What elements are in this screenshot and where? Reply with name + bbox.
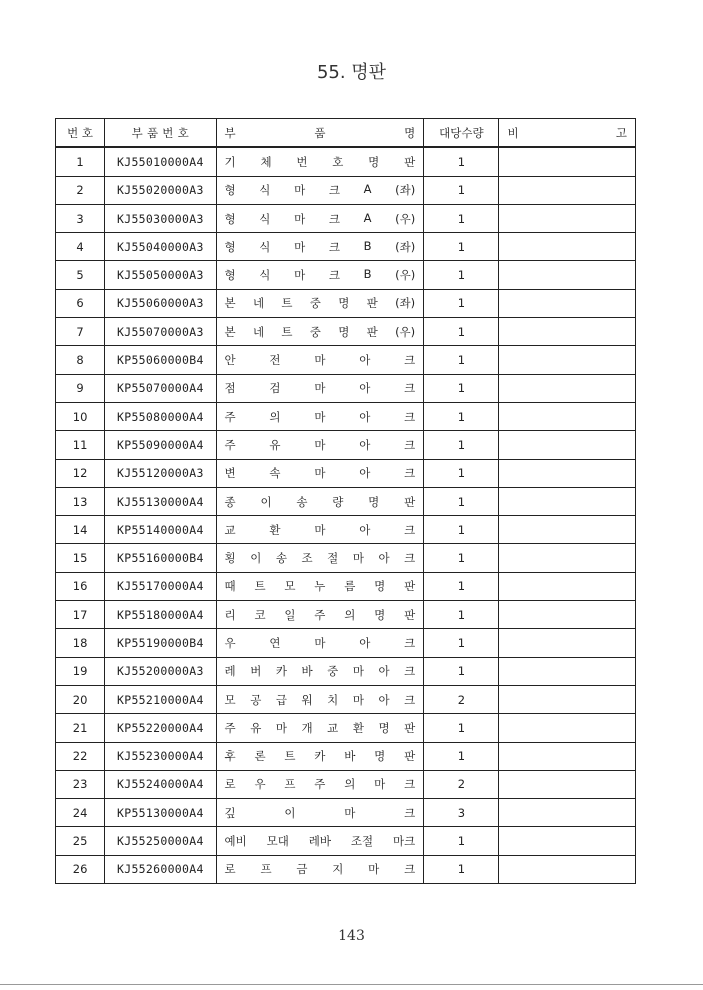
row-number: 13: [56, 487, 105, 515]
remark: [499, 516, 636, 544]
remark: [499, 770, 636, 798]
page-title: 55. 명판: [316, 62, 387, 83]
row-number: 26: [56, 855, 105, 883]
part-name-text: 레 버 카 바 중 마 아 크: [224, 664, 416, 679]
remark: [499, 742, 636, 770]
part-name-text: 모 공 급 워 치 마 아 크: [224, 692, 416, 707]
remark: [499, 402, 636, 430]
remark: [499, 685, 636, 713]
bottom-divider: [0, 984, 703, 985]
part-name-text: 후 론 트 카 바 명 판: [224, 749, 416, 764]
part-name-text: 우 연 마 아 크: [224, 635, 416, 650]
row-number: 8: [56, 346, 105, 374]
table-row: [56, 374, 636, 402]
part-number: KP55210000A4: [105, 685, 216, 713]
quantity: 1: [424, 233, 499, 261]
part-number: KP55180000A4: [105, 601, 216, 629]
row-number: 16: [56, 572, 105, 600]
part-name: [216, 261, 424, 289]
table-row: [56, 544, 636, 572]
quantity: 1: [424, 374, 499, 402]
table-row: [56, 572, 636, 600]
part-number: KJ55020000A3: [105, 176, 216, 204]
table-row: [56, 318, 636, 346]
row-number: 11: [56, 431, 105, 459]
remark: [499, 714, 636, 742]
part-name-text: 로 프 금 지 마 크: [224, 862, 416, 877]
part-name: [216, 233, 424, 261]
remark: [499, 346, 636, 374]
table-row: [56, 147, 636, 176]
remark: [499, 827, 636, 855]
part-number: KJ55200000A3: [105, 657, 216, 685]
part-number: KP55090000A4: [105, 431, 216, 459]
part-name: [216, 516, 424, 544]
part-name-text: 로 우 프 주 의 마 크: [224, 777, 416, 792]
part-name: [216, 431, 424, 459]
remark: [499, 318, 636, 346]
part-number: KJ55120000A3: [105, 459, 216, 487]
part-name: [216, 374, 424, 402]
part-name-text: 횡 이 송 조 절 마 아 크: [224, 551, 416, 566]
row-number: 9: [56, 374, 105, 402]
part-name-text: 주 유 마 개 교 환 명 판: [224, 720, 416, 735]
quantity: 1: [424, 657, 499, 685]
part-number: KJ55040000A3: [105, 233, 216, 261]
quantity: 1: [424, 601, 499, 629]
row-number: 5: [56, 261, 105, 289]
part-name-text: 때 트 모 누 름 명 판: [224, 579, 416, 594]
quantity: 2: [424, 770, 499, 798]
header-part-no: 부 품 번 호: [105, 119, 216, 148]
remark: [499, 799, 636, 827]
page-number: 143: [338, 928, 365, 944]
table-row: [56, 855, 636, 883]
quantity: 1: [424, 855, 499, 883]
part-number: KJ55260000A4: [105, 855, 216, 883]
remark: [499, 374, 636, 402]
part-number: KP55140000A4: [105, 516, 216, 544]
table-row: [56, 629, 636, 657]
header-remark-left: 비: [507, 125, 519, 140]
part-number: KP55060000B4: [105, 346, 216, 374]
quantity: 1: [424, 516, 499, 544]
quantity: 1: [424, 204, 499, 232]
part-name-text: 형 식 마 크 B (좌): [224, 238, 416, 254]
part-name: [216, 402, 424, 430]
row-number: 19: [56, 657, 105, 685]
table-row: [56, 516, 636, 544]
quantity: 3: [424, 799, 499, 827]
table-row: [56, 487, 636, 515]
part-name-text: 리 코 일 주 의 명 판: [224, 607, 416, 622]
part-name: [216, 459, 424, 487]
row-number: 17: [56, 601, 105, 629]
part-name: [216, 544, 424, 572]
row-number: 1: [56, 147, 105, 176]
remark: [499, 572, 636, 600]
remark: [499, 487, 636, 515]
header-part-name-mid: 품: [314, 125, 326, 140]
quantity: 1: [424, 544, 499, 572]
part-number: KP55160000B4: [105, 544, 216, 572]
part-name: [216, 572, 424, 600]
row-number: 3: [56, 204, 105, 232]
part-number: KJ55010000A4: [105, 147, 216, 176]
part-number: KP55070000A4: [105, 374, 216, 402]
row-number: 22: [56, 742, 105, 770]
header-remark: [499, 119, 636, 148]
header-remark-right: 고: [615, 125, 627, 140]
part-name: [216, 147, 424, 176]
table-row: [56, 742, 636, 770]
table-row: [56, 176, 636, 204]
part-name-text: 변 속 마 아 크: [224, 466, 416, 481]
row-number: 14: [56, 516, 105, 544]
table-row: [56, 827, 636, 855]
part-name: [216, 770, 424, 798]
remark: [499, 657, 636, 685]
part-name: [216, 742, 424, 770]
table-row: [56, 770, 636, 798]
part-name: [216, 601, 424, 629]
part-name: [216, 318, 424, 346]
part-name-text: 안 전 마 아 크: [224, 353, 416, 368]
row-number: 4: [56, 233, 105, 261]
quantity: 1: [424, 827, 499, 855]
part-name: [216, 799, 424, 827]
part-number: KJ55070000A3: [105, 318, 216, 346]
part-name-text: 본 네 트 중 명 판 (좌): [224, 296, 416, 311]
part-name: [216, 289, 424, 317]
part-number: KJ55240000A4: [105, 770, 216, 798]
part-number: KJ55230000A4: [105, 742, 216, 770]
remark: [499, 601, 636, 629]
remark: [499, 855, 636, 883]
remark: [499, 176, 636, 204]
row-number: 2: [56, 176, 105, 204]
quantity: 1: [424, 742, 499, 770]
part-name: [216, 629, 424, 657]
quantity: 1: [424, 431, 499, 459]
table-row: [56, 685, 636, 713]
header-part-name-right: 명: [404, 125, 416, 140]
remark: [499, 459, 636, 487]
part-number: KJ55170000A4: [105, 572, 216, 600]
part-name-text: 형 식 마 크 B (우): [224, 267, 416, 283]
remark: [499, 629, 636, 657]
table-row: [56, 346, 636, 374]
remark: [499, 261, 636, 289]
part-number: KP55130000A4: [105, 799, 216, 827]
part-name: [216, 657, 424, 685]
quantity: 1: [424, 459, 499, 487]
part-name: [216, 487, 424, 515]
part-name: [216, 827, 424, 855]
remark: [499, 289, 636, 317]
header-qty: 대당수량: [424, 119, 499, 148]
part-name-text: 형 식 마 크 A (우): [224, 210, 416, 226]
part-number: KP55220000A4: [105, 714, 216, 742]
part-name-text: 본 네 트 중 명 판 (우): [224, 324, 416, 339]
table-row: [56, 657, 636, 685]
part-name-text: 점 검 마 아 크: [224, 381, 416, 396]
quantity: 1: [424, 318, 499, 346]
part-name-text: 깊 이 마 크: [224, 805, 416, 820]
row-number: 21: [56, 714, 105, 742]
quantity: 2: [424, 685, 499, 713]
table-row: [56, 233, 636, 261]
table-row: [56, 799, 636, 827]
table-row: [56, 261, 636, 289]
part-name: [216, 685, 424, 713]
part-name-text: 기 체 번 호 명 판: [224, 154, 416, 169]
table-header-row: [56, 119, 636, 148]
part-name-text: 주 유 마 아 크: [224, 437, 416, 452]
header-part-name: [216, 119, 424, 148]
row-number: 12: [56, 459, 105, 487]
quantity: 1: [424, 402, 499, 430]
row-number: 18: [56, 629, 105, 657]
row-number: 15: [56, 544, 105, 572]
row-number: 24: [56, 799, 105, 827]
part-name: [216, 176, 424, 204]
quantity: 1: [424, 261, 499, 289]
remark: [499, 147, 636, 176]
part-name: [216, 204, 424, 232]
part-number: KP55080000A4: [105, 402, 216, 430]
part-name-text: 교 환 마 아 크: [224, 522, 416, 537]
part-name-text: 주 의 마 아 크: [224, 409, 416, 424]
part-number: KP55190000B4: [105, 629, 216, 657]
quantity: 1: [424, 147, 499, 176]
part-name: [216, 714, 424, 742]
remark: [499, 233, 636, 261]
table-row: [56, 459, 636, 487]
row-number: 23: [56, 770, 105, 798]
part-number: KJ55250000A4: [105, 827, 216, 855]
remark: [499, 431, 636, 459]
header-no: 번 호: [56, 119, 105, 148]
table-row: [56, 714, 636, 742]
quantity: 1: [424, 714, 499, 742]
quantity: 1: [424, 487, 499, 515]
part-number: KJ55030000A3: [105, 204, 216, 232]
part-name-text: 예비 모대 레바 조절 마크: [224, 834, 416, 849]
remark: [499, 204, 636, 232]
part-number: KJ55060000A3: [105, 289, 216, 317]
quantity: 1: [424, 289, 499, 317]
part-number: KJ55130000A4: [105, 487, 216, 515]
table-row: [56, 601, 636, 629]
row-number: 20: [56, 685, 105, 713]
quantity: 1: [424, 572, 499, 600]
header-part-name-left: 부: [224, 125, 236, 140]
table-row: [56, 289, 636, 317]
table-row: [56, 204, 636, 232]
row-number: 25: [56, 827, 105, 855]
part-name: [216, 855, 424, 883]
table-row: [56, 402, 636, 430]
quantity: 1: [424, 346, 499, 374]
part-number: KJ55050000A3: [105, 261, 216, 289]
part-name: [216, 346, 424, 374]
parts-table: [55, 118, 636, 884]
row-number: 10: [56, 402, 105, 430]
row-number: 7: [56, 318, 105, 346]
table-row: [56, 431, 636, 459]
part-name-text: 형 식 마 크 A (좌): [224, 182, 416, 198]
remark: [499, 544, 636, 572]
part-name-text: 종 이 송 량 명 판: [224, 494, 416, 509]
quantity: 1: [424, 629, 499, 657]
row-number: 6: [56, 289, 105, 317]
quantity: 1: [424, 176, 499, 204]
